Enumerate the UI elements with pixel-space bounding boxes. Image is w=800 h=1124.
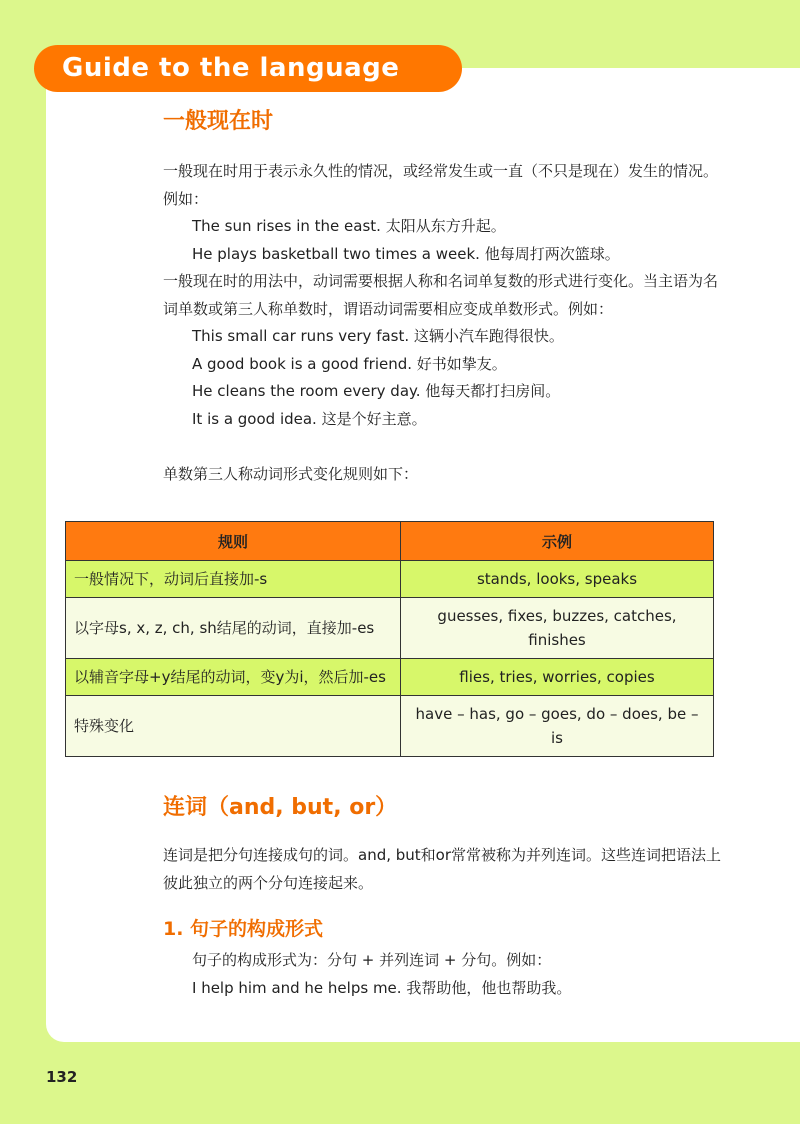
- example-cell: stands, looks, speaks: [401, 561, 714, 598]
- section-title: 连词（and, but, or）: [163, 795, 398, 820]
- example-line: This small car runs very fast. 这辆小汽车跑得很快。: [192, 327, 564, 345]
- example-line: I help him and he helps me. 我帮助他，他也帮助我。: [192, 978, 572, 997]
- rule-cell: 以辅音字母+y结尾的动词，变y为i，然后加-es: [66, 659, 401, 696]
- example-line: He cleans the room every day. 他每天都打扫房间。: [192, 382, 561, 400]
- table-row: [66, 598, 714, 659]
- table-row: [66, 659, 714, 696]
- example-cell: have – has, go – goes, do – does, be – is: [401, 696, 714, 757]
- table-header-row: [66, 522, 714, 561]
- section-title: 一般现在时: [163, 109, 274, 134]
- rule-cell: 以字母s, x, z, ch, sh结尾的动词，直接加-es: [66, 598, 401, 659]
- paragraph: 一般现在时的用法中，动词需要根据人称和名词单复数的形式进行变化。当主语为名词单数或第三人称单数时，谓语动词需要相应变成单数形式。例如：: [163, 272, 719, 318]
- paragraph: 连词是把分句连接成句的词。and, but和or常常被称为并列连词。这些连词把语法上彼此独立的两个分句连接起来。: [163, 846, 722, 892]
- subsection-title: 1. 句子的构成形式: [163, 918, 324, 940]
- section-conjunctions: [163, 790, 723, 1002]
- table-intro: 单数第三人称动词形式变化规则如下：: [163, 465, 419, 483]
- header-example: 示例: [401, 522, 714, 561]
- example-cell: guesses, fixes, buzzes, catches, finishes: [401, 598, 714, 659]
- header-rule: 规则: [66, 522, 401, 561]
- example-line: It is a good idea. 这是个好主意。: [192, 409, 427, 428]
- rule-cell: 一般情况下，动词后直接加-s: [66, 561, 401, 598]
- page-number: 132: [46, 1068, 78, 1086]
- paragraph: 一般现在时用于表示永久性的情况，或经常发生或一直（不只是现在）发生的情况。例如：: [163, 162, 719, 208]
- example-line: He plays basketball two times a week. 他每周打两次篮球。: [192, 244, 620, 263]
- paragraph: 句子的构成形式为：分句 + 并列连词 + 分句。例如：: [192, 951, 552, 969]
- rule-cell: 特殊变化: [66, 696, 401, 757]
- conjugation-rules-table: [65, 521, 714, 757]
- section-present-simple: [163, 104, 723, 489]
- example-line: A good book is a good friend. 好书如挚友。: [192, 354, 507, 373]
- example-cell: flies, tries, worries, copies: [401, 659, 714, 696]
- example-line: The sun rises in the east. 太阳从东方升起。: [192, 217, 506, 235]
- table-row: [66, 696, 714, 757]
- table-row: [66, 561, 714, 598]
- chapter-header: Guide to the language use: [34, 45, 462, 92]
